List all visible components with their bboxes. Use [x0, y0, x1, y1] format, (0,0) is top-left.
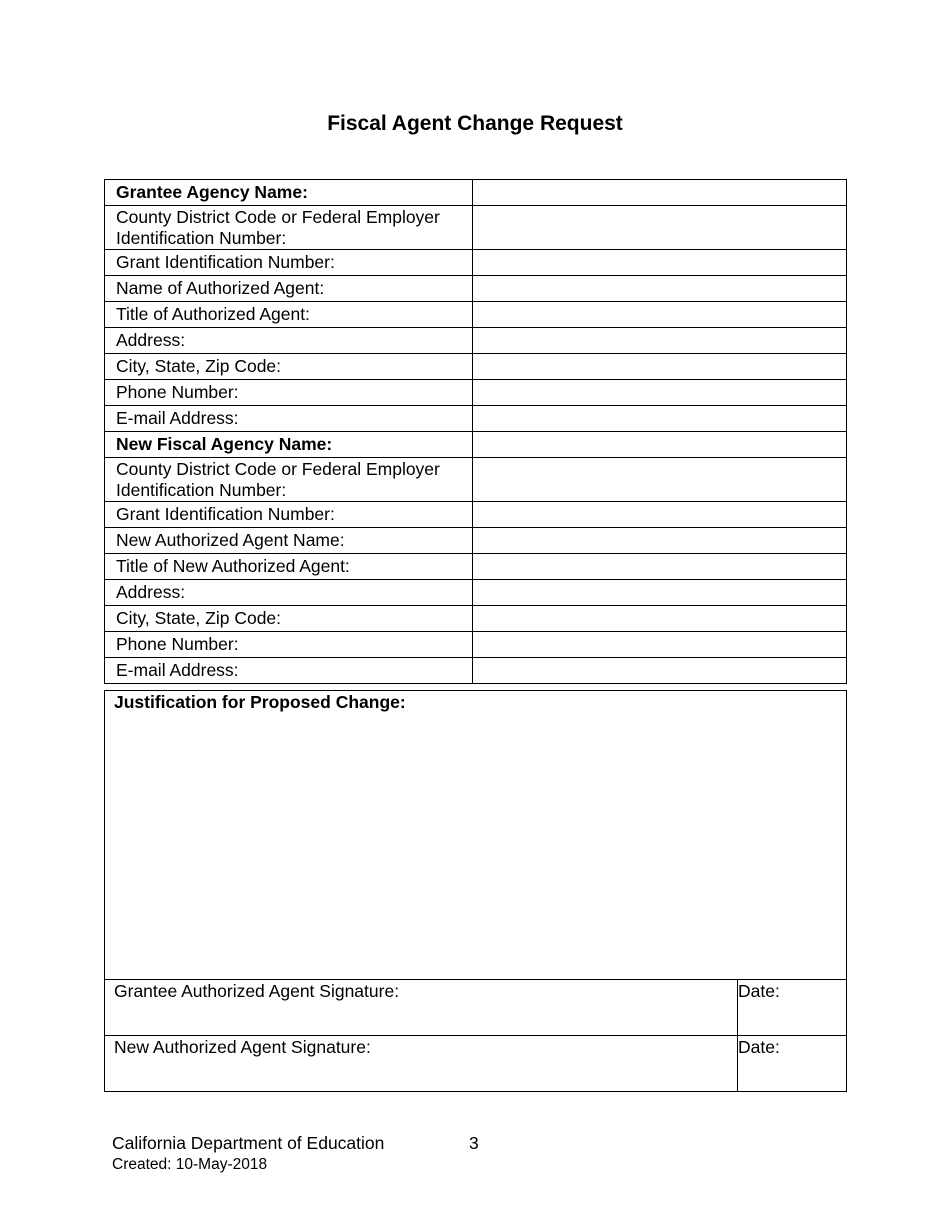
table-row — [105, 380, 847, 406]
grantee-grant-id-label: Grant Identification Number: — [105, 250, 473, 276]
grantee-date-field[interactable] — [738, 980, 847, 1036]
new-grant-id-label: Grant Identification Number: — [105, 502, 473, 528]
new-agent-name-label: New Authorized Agent Name: — [105, 528, 473, 554]
table-row — [105, 458, 847, 502]
table-row — [105, 502, 847, 528]
table-row — [105, 632, 847, 658]
grantee-date-label: Date: — [738, 981, 780, 1001]
grantee-email-label: E-mail Address: — [105, 406, 473, 432]
table-row — [105, 580, 847, 606]
table-row — [105, 328, 847, 354]
grantee-city-state-zip-label: City, State, Zip Code: — [105, 354, 473, 380]
grantee-address-field[interactable] — [473, 328, 847, 354]
justification-signature-table — [104, 690, 847, 1092]
table-row — [105, 354, 847, 380]
table-row — [105, 554, 847, 580]
new-email-field[interactable] — [473, 658, 847, 684]
grantee-phone-label: Phone Number: — [105, 380, 473, 406]
new-district-code-field[interactable] — [473, 458, 847, 502]
grantee-city-state-zip-field[interactable] — [473, 354, 847, 380]
new-grant-id-field[interactable] — [473, 502, 847, 528]
new-agent-date-field[interactable] — [738, 1036, 847, 1092]
grantee-address-label: Address: — [105, 328, 473, 354]
table-row — [105, 606, 847, 632]
footer-organization: California Department of Education — [112, 1133, 385, 1153]
grantee-agency-name-field[interactable] — [473, 180, 847, 206]
table-row — [105, 180, 847, 206]
new-phone-label: Phone Number: — [105, 632, 473, 658]
new-email-label: E-mail Address: — [105, 658, 473, 684]
authorized-agent-name-label: Name of Authorized Agent: — [105, 276, 473, 302]
new-city-state-zip-label: City, State, Zip Code: — [105, 606, 473, 632]
grantee-agency-name-label: Grantee Agency Name: — [105, 180, 473, 206]
new-fiscal-agency-name-label: New Fiscal Agency Name: — [105, 432, 473, 458]
signature-row — [105, 980, 847, 1036]
authorized-agent-title-field[interactable] — [473, 302, 847, 328]
new-city-state-zip-field[interactable] — [473, 606, 847, 632]
new-address-field[interactable] — [473, 580, 847, 606]
footer-created-date: Created: 10-May-2018 — [112, 1156, 268, 1173]
grantee-signature-label: Grantee Authorized Agent Signature: — [114, 981, 400, 1001]
authorized-agent-name-field[interactable] — [473, 276, 847, 302]
new-agent-title-field[interactable] — [473, 554, 847, 580]
new-agent-date-label: Date: — [738, 1037, 780, 1057]
grantee-grant-id-field[interactable] — [473, 250, 847, 276]
table-row — [105, 658, 847, 684]
table-row — [105, 250, 847, 276]
signature-row — [105, 1036, 847, 1092]
grantee-phone-field[interactable] — [473, 380, 847, 406]
new-agent-signature-label: New Authorized Agent Signature: — [114, 1037, 371, 1057]
new-phone-field[interactable] — [473, 632, 847, 658]
justification-label: Justification for Proposed Change: — [114, 692, 406, 712]
table-row — [105, 206, 847, 250]
new-agent-signature-field[interactable] — [105, 1036, 738, 1092]
new-fiscal-agency-name-field[interactable] — [473, 432, 847, 458]
grantee-district-code-label: County District Code or Federal Employer Identification Number: — [105, 206, 473, 250]
justification-box[interactable] — [105, 691, 847, 980]
new-address-label: Address: — [105, 580, 473, 606]
grantee-signature-field[interactable] — [105, 980, 738, 1036]
table-row — [105, 302, 847, 328]
document-title: Fiscal Agent Change Request — [327, 112, 623, 135]
table-row — [105, 432, 847, 458]
table-row — [105, 528, 847, 554]
table-row — [105, 406, 847, 432]
new-agent-name-field[interactable] — [473, 528, 847, 554]
new-agent-title-label: Title of New Authorized Agent: — [105, 554, 473, 580]
new-district-code-label: County District Code or Federal Employer Identification Number: — [105, 458, 473, 502]
justification-row — [105, 691, 847, 980]
authorized-agent-title-label: Title of Authorized Agent: — [105, 302, 473, 328]
grantee-email-field[interactable] — [473, 406, 847, 432]
page-number: 3 — [469, 1133, 479, 1153]
grantee-district-code-field[interactable] — [473, 206, 847, 250]
agency-info-table — [104, 179, 847, 684]
table-row — [105, 276, 847, 302]
